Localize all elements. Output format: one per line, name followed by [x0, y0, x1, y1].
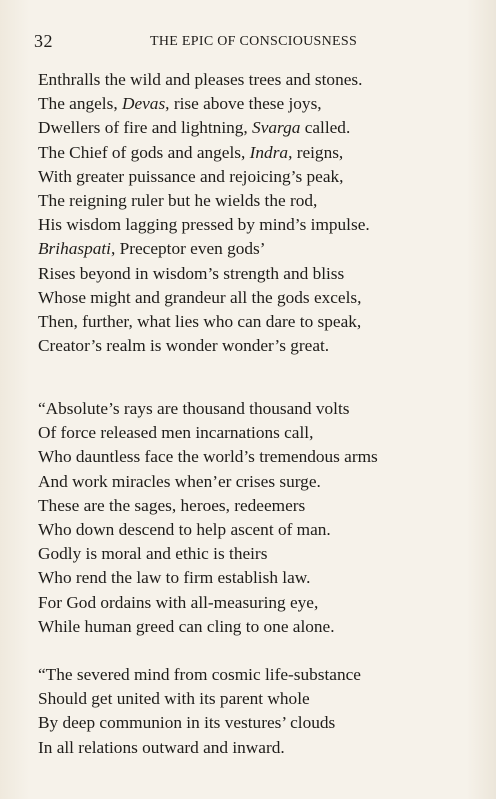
verse-line: Creator’s realm is wonder wonder’s great.	[38, 336, 330, 356]
page-number: 32	[34, 31, 53, 51]
verse-line: While human greed can cling to one alone.	[38, 616, 335, 636]
verse-line: His wisdom lagging pressed by mind’s impulse.	[38, 215, 370, 235]
stanza-1	[38, 68, 478, 358]
verse-line: Godly is moral and ethic is theirs	[38, 544, 268, 564]
verse-line: Rises beyond in wisdom’s strength and bliss	[38, 263, 345, 283]
verse-line: For God ordains with all-measuring eye,	[38, 592, 319, 612]
verse-line: Then, further, what lies who can dare to speak,	[38, 311, 362, 331]
verse-line: Enthralls the wild and pleases trees and stones.	[38, 70, 363, 89]
verse-line: In all relations outward and inward.	[38, 737, 285, 757]
verse-line: By deep communion in its vestures’ clouds	[38, 713, 336, 733]
verse-line: Who dauntless face the world’s tremendous arms	[38, 447, 378, 467]
verse-line: “The severed mind from cosmic life-substance	[38, 665, 361, 684]
italic-term: Svarga	[252, 118, 301, 138]
verse-line: Who down descend to help ascent of man.	[38, 519, 331, 539]
verse-line: With greater puissance and rejoicing’s peak,	[38, 166, 344, 186]
verse-line: Dwellers of fire and lightning, Svarga called.	[38, 118, 351, 138]
verse-line: Whose might and grandeur all the gods excels,	[38, 287, 362, 307]
running-head: THE EPIC OF CONSCIOUSNESS	[150, 34, 358, 49]
page-header	[34, 31, 476, 53]
verse-line: Of force released men incarnations call,	[38, 423, 314, 443]
verse-line: Who rend the law to firm establish law.	[38, 568, 311, 588]
verse-line: The Chief of gods and angels, Indra, reigns,	[38, 142, 344, 162]
stanza-3	[38, 663, 478, 760]
italic-term: Brihaspati	[38, 239, 111, 259]
verse-line: The angels, Devas, rise above these joys,	[38, 94, 322, 114]
verse-line: Brihaspati, Preceptor even gods’	[38, 239, 266, 259]
italic-term: Devas	[121, 94, 166, 114]
verse-line: The reigning ruler but he wields the rod,	[38, 190, 318, 210]
verse-line: These are the sages, heroes, redeemers	[38, 495, 306, 515]
stanza-2	[38, 397, 478, 639]
verse-line: “Absolute’s rays are thousand thousand volts	[38, 399, 350, 418]
italic-term: Indra	[249, 142, 289, 162]
verse-line: And work miracles when’er crises surge.	[38, 471, 321, 491]
verse-line: Should get united with its parent whole	[38, 689, 310, 709]
